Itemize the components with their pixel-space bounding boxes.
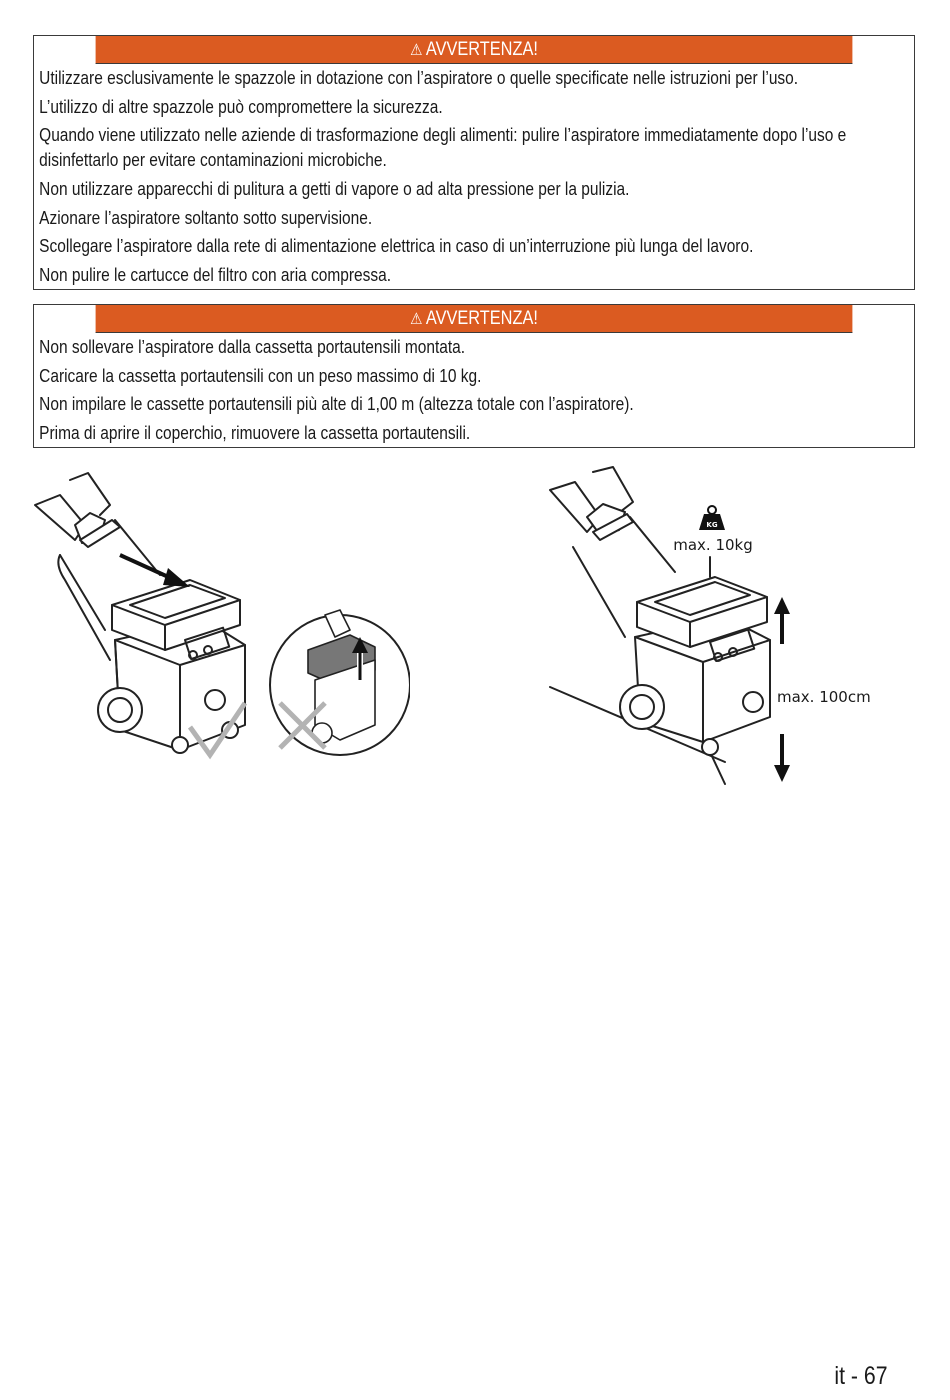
illustration-limits: [545, 462, 905, 792]
warning-line: Non pulire le cartucce del filtro con aria compressa.: [39, 264, 392, 285]
warning-line: Non impilare le cassette portautensili più alte di 1,00 m (altezza totale con l’aspiratore).: [39, 394, 634, 414]
warning-line: Quando viene utilizzato nelle aziende di trasformazione degli alimenti: pulire l’aspiratore immediatamente dopo l’uso e disinfettarlo per evitare contaminazioni microbiche.: [39, 125, 847, 170]
warning-title: AVVERTENZA!: [425, 308, 538, 329]
page-number: it - 67: [834, 1362, 888, 1390]
warning-line: Caricare la cassetta portautensili con un peso massimo di 10 kg.: [39, 365, 482, 386]
push-arrow-icon: [120, 555, 190, 587]
warning-title: AVVERTENZA!: [425, 39, 538, 60]
warning-triangle-icon: ⚠: [410, 42, 423, 59]
warning-header: [96, 305, 853, 333]
warning-box-general: [33, 35, 915, 290]
max-weight-label: max. 10kg: [673, 536, 753, 554]
warning-triangle-icon: ⚠: [410, 311, 423, 328]
warning-header: [96, 36, 853, 64]
warning-line: Non utilizzare apparecchi di pulitura a getti di vapore o ad alta pressione per la pulizia.: [39, 179, 630, 199]
arrow-up-icon: [774, 597, 790, 644]
warning-line: Utilizzare esclusivamente le spazzole in dotazione con l’aspiratore o quelle specificate nelle istruzioni per l’uso.: [39, 68, 799, 88]
weight-icon: [699, 506, 725, 530]
max-height-label: max. 100cm: [777, 688, 871, 706]
warning-line: Scollegare l’aspiratore dalla rete di alimentazione elettrica in caso di un’interruzione più lunga del lavoro.: [39, 236, 754, 256]
warning-line: L’utilizzo di altre spazzole può compromettere la sicurezza.: [39, 96, 443, 117]
warning-line: Prima di aprire il coperchio, rimuovere la cassetta portautensili.: [39, 422, 471, 443]
warning-line: Non sollevare l’aspiratore dalla cassetta portautensili montata.: [39, 337, 466, 357]
warning-line: Azionare l’aspiratore soltanto sotto supervisione.: [39, 207, 373, 228]
weight-badge-text: KG: [706, 521, 718, 529]
illustration-transport: [30, 465, 410, 775]
arrow-down-icon: [774, 734, 790, 782]
warning-box-toolbox: [33, 304, 915, 448]
